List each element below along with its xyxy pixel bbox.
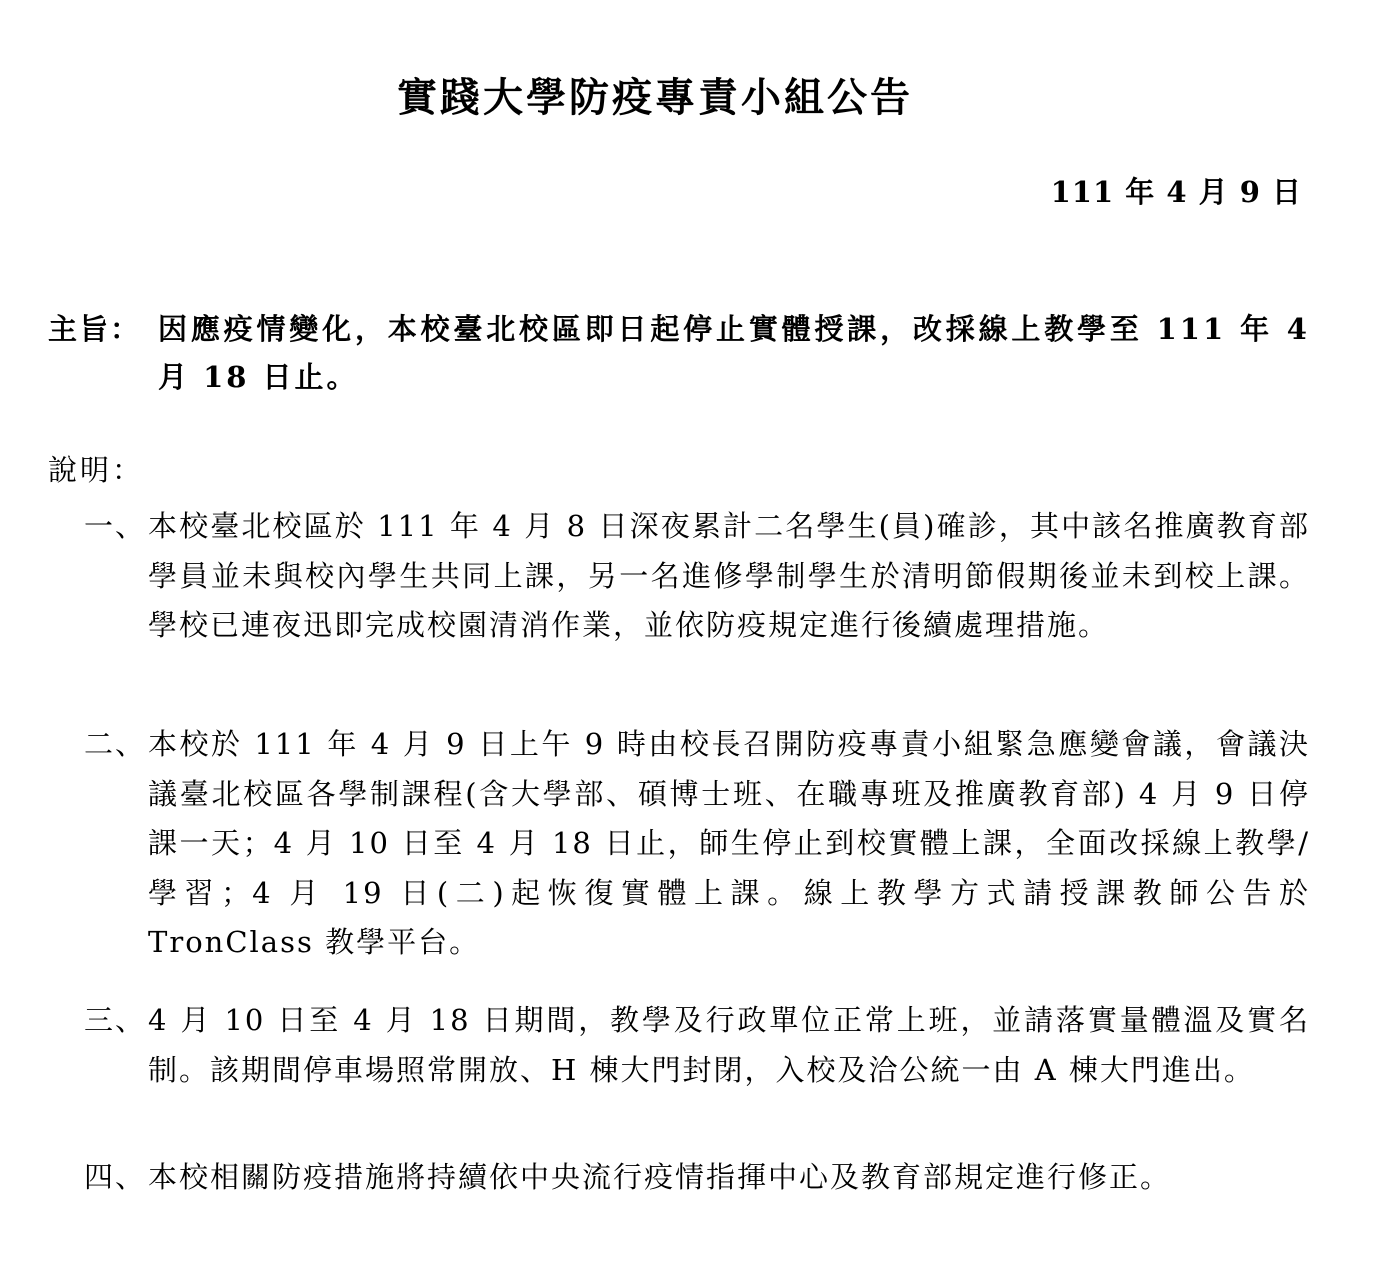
- explanation-item-1: [84, 502, 1310, 651]
- subject-section: [48, 305, 1310, 401]
- item-text: 本校相關防疫措施將持續依中央流行疫情指揮中心及教育部規定進行修正。: [148, 1160, 1172, 1194]
- subject-label: 主旨：: [48, 312, 142, 346]
- document-date: 111 年 4 月 9 日: [1050, 175, 1302, 209]
- item-number: 二、: [84, 727, 147, 761]
- item-number: 四、: [84, 1160, 147, 1194]
- explanation-item-3: [84, 996, 1310, 1095]
- item-number: 一、: [84, 509, 147, 543]
- explanation-item-2: [84, 720, 1310, 968]
- subject-text: 因應疫情變化，本校臺北校區即日起停止實體授課，改採線上教學至 111 年 4 月 18 日止。: [158, 312, 1310, 394]
- item-text: 本校於 111 年 4 月 9 日上午 9 時由校長召開防疫專責小組緊急應變會議，會議決議臺北校區各學制課程(含大學部、碩博士班、在職專班及推廣教育部) 4 月 9 日停課一天；4 月 10 日至 4 月 18 日止，師生停止到校實體上課，全面改採線上教學/學習；4 月 19 日(二)起恢復實體上課。線上教學方式請授課教師公告於 TronClass 教學平台。: [148, 727, 1310, 959]
- explanation-label: 說明：: [48, 453, 145, 487]
- item-text: 本校臺北校區於 111 年 4 月 8 日深夜累計二名學生(員)確診，其中該名推廣教育部學員並未與校內學生共同上課，另一名進修學制學生於清明節假期後並未到校上課。學校已連夜迅即完成校園清消作業，並依防疫規定進行後續處理措施。: [148, 509, 1310, 642]
- explanation-item-4: [84, 1153, 1310, 1203]
- item-text: 4 月 10 日至 4 月 18 日期間，教學及行政單位正常上班，並請落實量體溫及實名制。該期間停車場照常開放、H 棟大門封閉，入校及洽公統一由 A 棟大門進出。: [148, 1003, 1310, 1087]
- item-number: 三、: [84, 1003, 147, 1037]
- document-title: 實踐大學防疫專責小組公告: [397, 74, 913, 121]
